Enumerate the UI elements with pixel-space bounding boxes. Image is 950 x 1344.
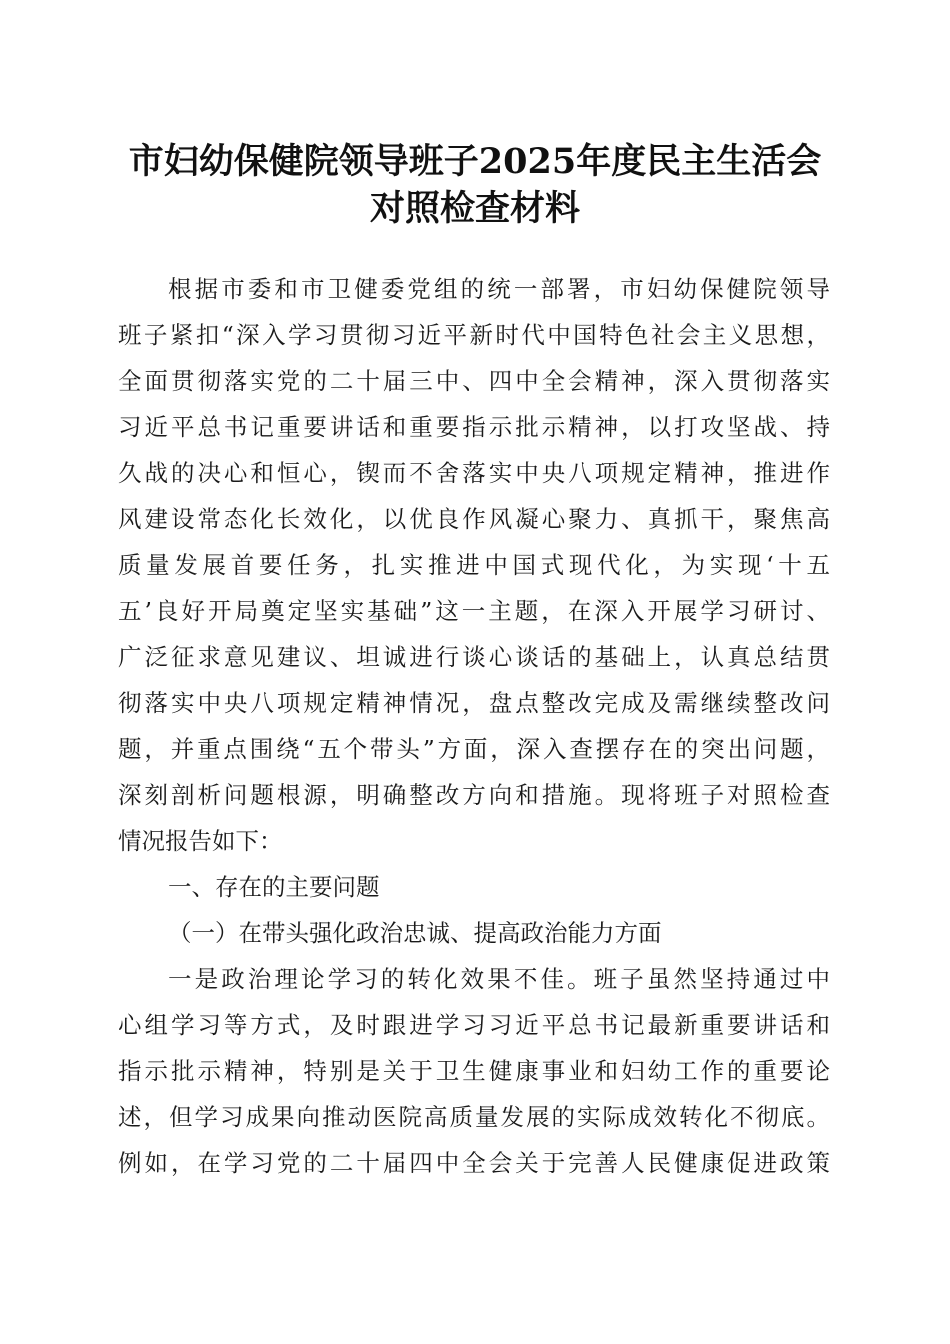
intro-paragraph-line: 全面贯彻落实党的二十届三中、四中全会精神，深入贯彻落实	[118, 367, 830, 395]
section-heading: 一、存在的主要问题	[168, 873, 380, 901]
point-paragraph-line: 指示批示精神，特别是关于卫生健康事业和妇幼工作的重要论	[118, 1057, 830, 1085]
point-paragraph-line: 例如，在学习党的二十届四中全会关于完善人民健康促进政策	[118, 1149, 830, 1177]
intro-paragraph-line: 班子紧扣“深入学习贯彻习近平新时代中国特色社会主义思想，	[118, 321, 830, 349]
subsection-heading: （一）在带头强化政治忠诚、提高政治能力方面	[168, 919, 662, 947]
intro-paragraph-line: 风建设常态化长效化，以优良作风凝心聚力、真抓干，聚焦高	[118, 505, 830, 533]
intro-paragraph-line: 题，并重点围绕“五个带头”方面，深入查摆存在的突出问题，	[118, 735, 830, 763]
intro-paragraph-line: 习近平总书记重要讲话和重要指示批示精神，以打攻坚战、持	[118, 413, 830, 441]
point-paragraph-line: 一是政治理论学习的转化效果不佳。班子虽然坚持通过中	[168, 965, 830, 993]
intro-paragraph-line: 情况报告如下：	[118, 827, 283, 855]
intro-paragraph-line: 深刻剖析问题根源，明确整改方向和措施。现将班子对照检查	[118, 781, 830, 809]
point-paragraph-line: 述，但学习成果向推动医院高质量发展的实际成效转化不彻底。	[118, 1103, 830, 1131]
document-title-line-1: 市妇幼保健院领导班子2025年度民主生活会	[128, 141, 822, 182]
document-title-line-2: 对照检查材料	[369, 188, 580, 229]
intro-paragraph-line: 彻落实中央八项规定精神情况，盘点整改完成及需继续整改问	[118, 689, 830, 717]
intro-paragraph-line: 根据市委和市卫健委党组的统一部署，市妇幼保健院领导	[168, 275, 830, 303]
intro-paragraph-line: 久战的决心和恒心，锲而不舍落实中央八项规定精神，推进作	[118, 459, 830, 487]
intro-paragraph-line: 五’良好开局奠定坚实基础”这一主题，在深入开展学习研讨、	[118, 597, 830, 625]
intro-paragraph-line: 质量发展首要任务，扎实推进中国式现代化，为实现‘十五	[118, 551, 830, 579]
intro-paragraph-line: 广泛征求意见建议、坦诚进行谈心谈话的基础上，认真总结贯	[118, 643, 830, 671]
point-paragraph-line: 心组学习等方式，及时跟进学习习近平总书记最新重要讲话和	[118, 1011, 830, 1039]
